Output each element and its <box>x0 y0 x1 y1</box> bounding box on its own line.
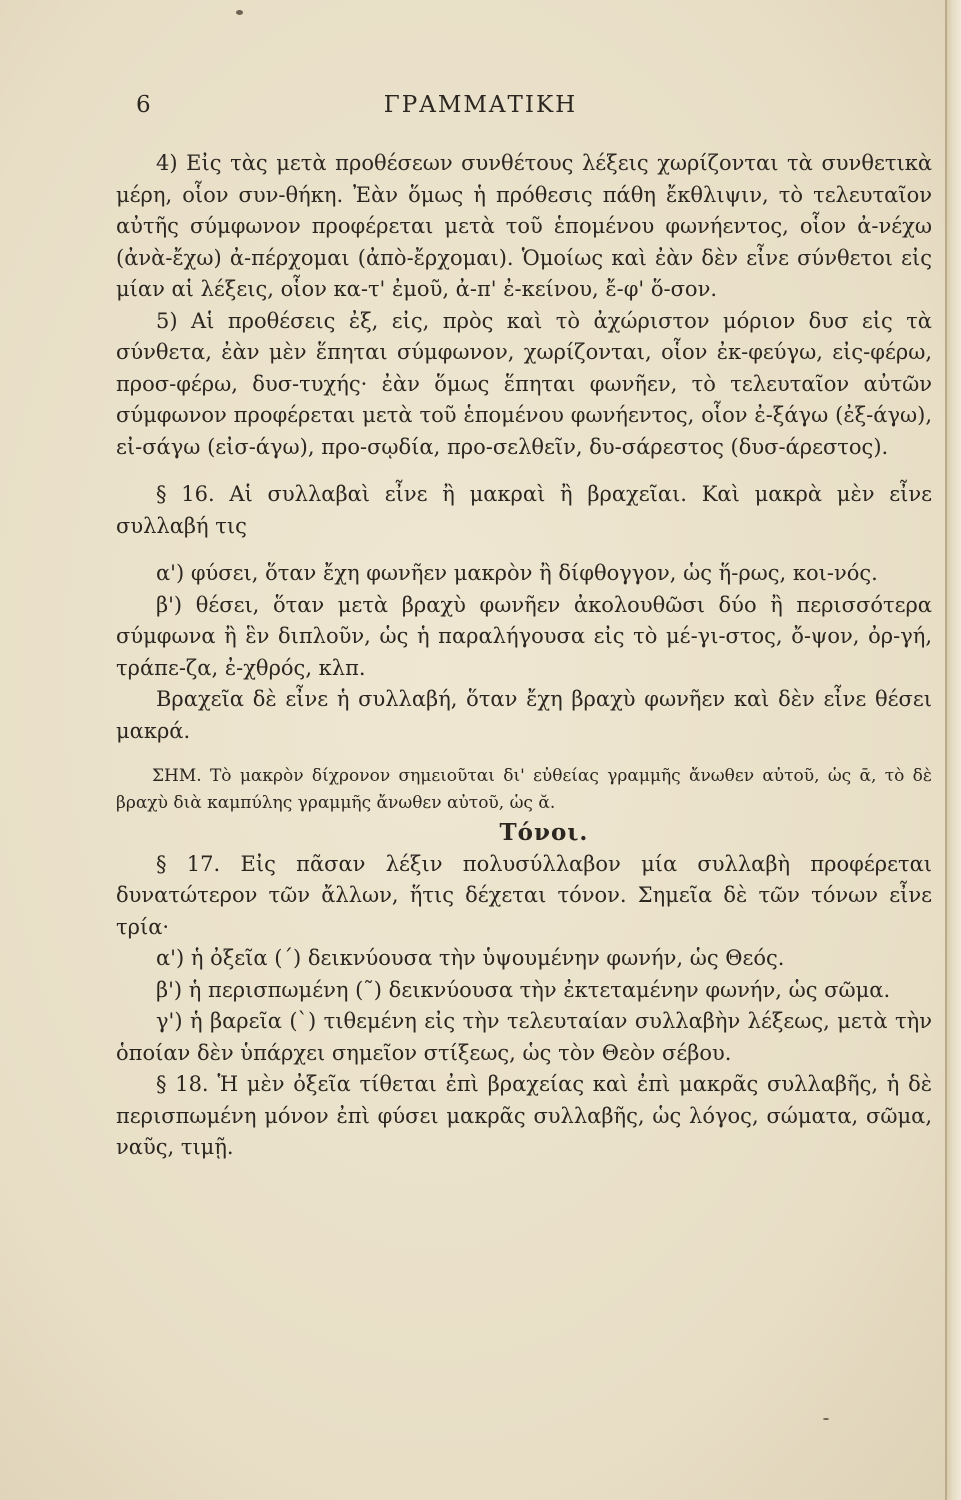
body-text <box>116 148 932 1164</box>
page-edge <box>945 0 961 1500</box>
running-title: ΓΡΑΜΜΑΤΙΚΗ <box>383 92 578 118</box>
ink-speck <box>823 1418 829 1420</box>
section-17-item-c: γ') ἡ βαρεῖα (`) τιθεμένη εἰς τὴν τελευταίαν συλλαβὴν λέξεως, μετὰ τὴν ὁποίαν δὲν ὑπάρχει σημεῖον στίξεως, ὡς τὸν Θεὸν σέβου. <box>116 1009 932 1065</box>
section-16-note: ΣΗΜ. Τὸ μακρὸν δίχρονον σημειοῦται δι' εὐθείας γραμμῆς ἄνωθεν αὐτοῦ, ὡς ᾱ, τὸ δὲ βραχὺ διὰ καμπύλης γραμμῆς ἄνωθεν αὐτοῦ, ὡς ᾰ. <box>116 766 932 813</box>
section-17-intro: § 17. Εἰς πᾶσαν λέξιν πολυσύλλαβον μία συλλαβὴ προφέρεται δυνατώτερον τῶν ἄλλων, ἥτις δέχεται τόνον. Σημεῖα δὲ τῶν τόνων εἶνε τρία· <box>116 851 932 939</box>
page-header <box>0 92 961 132</box>
ink-speck <box>236 10 243 15</box>
page-number: 6 <box>136 92 152 118</box>
section-16-item-b: β') θέσει, ὅταν μετὰ βραχὺ φωνῆεν ἀκολουθῶσι δύο ἢ περισσότερα σύμφωνα ἢ ἓν διπλοῦν, ὡς ἡ παραλήγουσα εἰς τὸ μέ-γι-στος, ὄ-ψον, ὀρ-γή, τράπε-ζα, ἐ-χθρός, κλπ. <box>116 592 932 680</box>
paragraph-5: 5) Αἱ προθέσεις ἐξ, εἰς, πρὸς καὶ τὸ ἀχώριστον μόριον δυσ εἰς τὰ σύνθετα, ἐὰν μὲν ἕπηται σύμφωνον, χωρίζονται, οἷον ἐκ-φεύγω, εἰς-φέρω, προσ-φέρω, δυσ-τυχής· ἐὰν ὅμως ἕπηται φωνῆεν, τὸ τελευταῖον αὐτῶν σύμφωνον προφέρεται μετὰ τοῦ ἑπομένου φωνήεντος, οἷον ἐ-ξάγω (ἐξ-άγω), εἰ-σάγω (εἰσ-άγω), προ-σῳδία, προ-σελθεῖν, δυ-σάρεστος (δυσ-άρεστος). <box>116 308 932 459</box>
section-title: Τόνοι. <box>499 819 589 846</box>
paragraph-4: 4) Εἰς τὰς μετὰ προθέσεων συνθέτους λέξεις χωρίζονται τὰ συνθετικὰ μέρη, οἷον συν-θήκη. Ἐὰν ὅμως ἡ πρόθεσις πάθη ἔκθλιψιν, τὸ τελευταῖον αὐτῆς σύμφωνον προφέρεται μετὰ τοῦ ἑπομένου φωνήεντος, οἷον ἀ-νέχω (ἀνὰ-ἔχω) ἀ-πέρχομαι (ἀπὸ-ἔρχομαι). Ὁμοίως καὶ ἐὰν δὲν εἶνε σύνθετοι εἰς μίαν αἱ λέξεις, οἷον κα-τ' ἐμοῦ, ἀ-π' ἐ-κείνου, ἔ-φ' ὅ-σον. <box>116 151 932 301</box>
section-16-intro: § 16. Αἱ συλλαβαὶ εἶνε ἢ μακραὶ ἢ βραχεῖαι. Καὶ μακρὰ μὲν εἶνε συλλαβή τις <box>116 482 932 538</box>
section-16-short: Βραχεῖα δὲ εἶνε ἡ συλλαβή, ὅταν ἔχη βραχὺ φωνῆεν καὶ δὲν εἶνε θέσει μακρά. <box>116 687 932 743</box>
section-18: § 18. Ἡ μὲν ὀξεῖα τίθεται ἐπὶ βραχείας καὶ ἐπὶ μακρᾶς συλλαβῆς, ἡ δὲ περισπωμένη μόνον ἐπὶ φύσει μακρᾶς συλλαβῆς, ὡς λόγος, σώματα, σῶμα, ναῦς, τιμῇ. <box>116 1072 932 1159</box>
section-17-item-b: β') ἡ περισπωμένη (῀) δεικνύουσα τὴν ἐκτεταμένην φωνήν, ὡς σῶμα. <box>156 977 891 1002</box>
section-17-item-a: α') ἡ ὀξεῖα (´) δεικνύουσα τὴν ὑψουμένην φωνήν, ὡς Θεός. <box>156 946 785 970</box>
section-16-item-a: α') φύσει, ὅταν ἔχη φωνῆεν μακρὸν ἢ δίφθογγον, ὡς ἥ-ρως, κοι-νός. <box>156 561 878 585</box>
